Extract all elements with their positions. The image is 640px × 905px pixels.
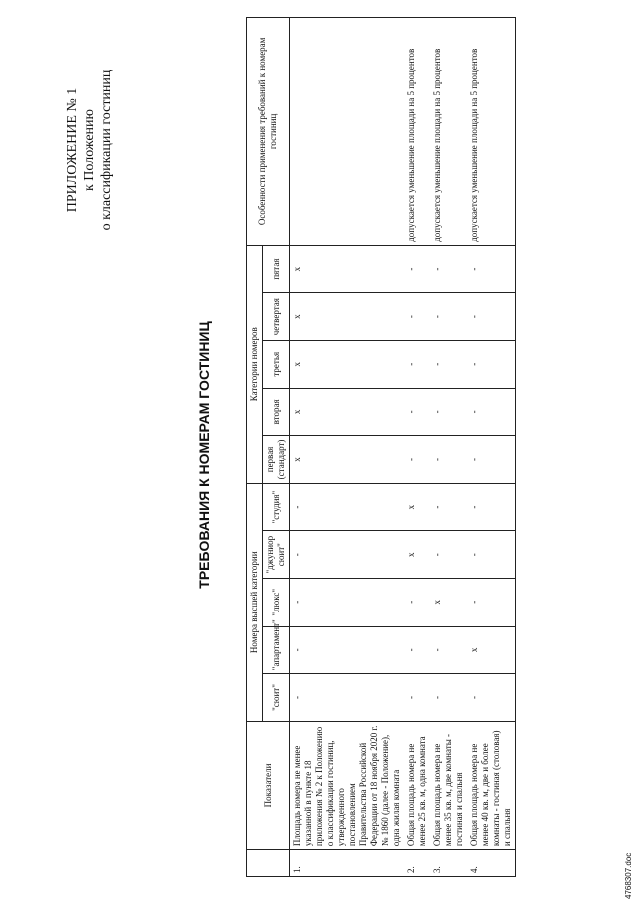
row-mark: - bbox=[430, 531, 467, 579]
row-number: 2. bbox=[404, 850, 430, 877]
header-highest-category: Номера высшей категории bbox=[247, 483, 263, 721]
row-mark: x bbox=[290, 340, 405, 388]
row-mark: x bbox=[430, 579, 467, 627]
subheader-highest-2: "люкс" bbox=[263, 579, 290, 627]
row-mark: - bbox=[290, 626, 405, 674]
row-note: допускается уменьшение площади на 5 процентов bbox=[404, 18, 430, 246]
row-mark: x bbox=[467, 626, 516, 674]
subheader-highest-3: "джуниор сюит" bbox=[263, 531, 290, 579]
document-title: ТРЕБОВАНИЯ К НОМЕРАМ ГОСТИНИЦ bbox=[196, 321, 212, 589]
row-mark: - bbox=[290, 531, 405, 579]
row-mark: - bbox=[430, 340, 467, 388]
table-header-row-1 bbox=[247, 18, 263, 877]
row-note: допускается уменьшение площади на 5 процентов bbox=[467, 18, 516, 246]
subheader-highest-0: "сюит" bbox=[263, 674, 290, 722]
row-mark: x bbox=[290, 245, 405, 293]
row-mark: - bbox=[404, 626, 430, 674]
row-mark: - bbox=[467, 531, 516, 579]
subheader-category-3: четвертая bbox=[263, 293, 290, 341]
row-number: 4. bbox=[467, 850, 516, 877]
row-mark: x bbox=[290, 436, 405, 484]
row-mark: - bbox=[430, 245, 467, 293]
row-mark: - bbox=[430, 626, 467, 674]
row-mark: - bbox=[290, 674, 405, 722]
appendix-number: ПРИЛОЖЕНИЕ № 1 bbox=[65, 87, 80, 213]
appendix-ref-line: к Положению bbox=[82, 109, 97, 192]
appendix-header bbox=[64, 35, 115, 265]
row-indicator: Общая площадь номера не менее 40 кв. м, две и более комнаты - гостиная (столовая) и спальня bbox=[467, 721, 516, 849]
row-mark: - bbox=[404, 674, 430, 722]
subheader-category-1: вторая bbox=[263, 388, 290, 436]
row-mark: - bbox=[404, 436, 430, 484]
header-indicators: Показатели bbox=[247, 721, 290, 849]
row-mark: - bbox=[467, 245, 516, 293]
row-indicator: Общая площадь номера не менее 25 кв. м, одна комната bbox=[404, 721, 430, 849]
table-row bbox=[404, 18, 430, 877]
subheader-category-4: пятая bbox=[263, 245, 290, 293]
table-row bbox=[290, 18, 405, 877]
subheader-highest-1: "апартамент" bbox=[263, 626, 290, 674]
row-mark: - bbox=[467, 340, 516, 388]
row-mark: - bbox=[404, 388, 430, 436]
row-number: 3. bbox=[430, 850, 467, 877]
header-features: Особенности применения требований к номерам гостиниц bbox=[247, 18, 290, 246]
row-mark: x bbox=[404, 483, 430, 531]
row-mark: - bbox=[404, 340, 430, 388]
subheader-highest-4: "студия" bbox=[263, 483, 290, 531]
table-row bbox=[430, 18, 467, 877]
file-reference: 4768307.doc bbox=[624, 852, 633, 899]
header-num bbox=[247, 850, 290, 877]
appendix-ref-doc: о классификации гостиниц bbox=[99, 69, 114, 231]
requirements-table bbox=[246, 17, 516, 877]
row-mark: - bbox=[404, 245, 430, 293]
row-indicator: Общая площадь номера не менее 35 кв. м, две комнаты - гостиная и спальня bbox=[430, 721, 467, 849]
table-row bbox=[467, 18, 516, 877]
row-mark: - bbox=[467, 388, 516, 436]
subheader-category-0: первая (стандарт) bbox=[263, 436, 290, 484]
table-body bbox=[290, 18, 516, 877]
row-mark: - bbox=[290, 483, 405, 531]
row-mark: x bbox=[404, 531, 430, 579]
row-mark: - bbox=[430, 674, 467, 722]
row-mark: x bbox=[290, 293, 405, 341]
row-mark: - bbox=[467, 579, 516, 627]
row-mark: - bbox=[290, 579, 405, 627]
row-note: допускается уменьшение площади на 5 процентов bbox=[430, 18, 467, 246]
row-note bbox=[290, 18, 405, 246]
row-mark: - bbox=[467, 483, 516, 531]
row-mark: - bbox=[404, 579, 430, 627]
row-mark: - bbox=[467, 436, 516, 484]
row-mark: - bbox=[430, 436, 467, 484]
subheader-category-2: третья bbox=[263, 340, 290, 388]
row-mark: - bbox=[430, 388, 467, 436]
row-number: 1. bbox=[290, 850, 405, 877]
row-mark: x bbox=[290, 388, 405, 436]
row-mark: - bbox=[467, 674, 516, 722]
row-indicator: Площадь номера не менее указанной в пункте 18 приложения № 2 к Положению о классификации гостиниц, утвержденного постановлением Правительства Российской Федерации от 18 ноября 2020 г. № 1860 (далее - Положение), одна жилая комната bbox=[290, 721, 405, 849]
row-mark: - bbox=[430, 483, 467, 531]
row-mark: - bbox=[467, 293, 516, 341]
header-room-categories: Категории номеров bbox=[247, 245, 263, 483]
row-mark: - bbox=[404, 293, 430, 341]
row-mark: - bbox=[430, 293, 467, 341]
